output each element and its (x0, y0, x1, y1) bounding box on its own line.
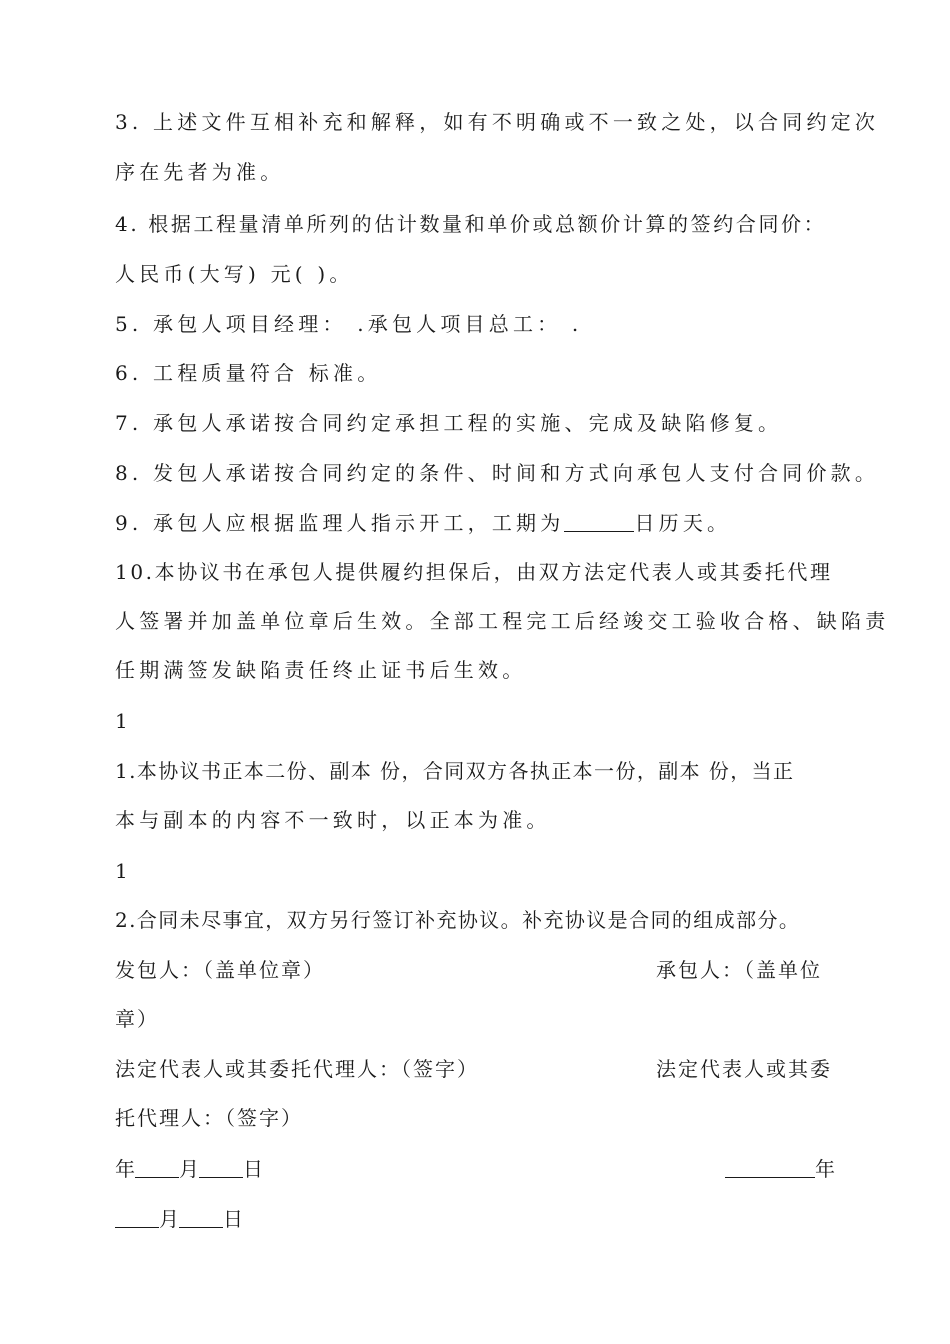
contractor-date-month-day (115, 1205, 837, 1233)
day-blank-right (179, 1207, 223, 1228)
day-label-right: 日 (223, 1207, 243, 1231)
clause-9-text: 9. 承包人应根据监理人指示开工，工期为 (115, 511, 565, 535)
clause-8: 8. 发包人承诺按合同约定的条件、时间和方式向承包人支付合同价款。 (115, 461, 880, 485)
duration-blank (564, 511, 634, 532)
month-label: 月 (179, 1157, 199, 1181)
page-number-1: 1 (115, 709, 128, 733)
month-label-right: 月 (159, 1207, 179, 1231)
clause-3-line-2: 序在先者为准。 (115, 160, 285, 184)
contractor-seal-label: 承包人：（盖单位 (656, 958, 822, 982)
clause-10-line-3: 任期满签发缺陷责任终止证书后生效。 (115, 658, 527, 682)
clause-5: 5. 承包人项目经理： .承包人项目总工： . (115, 312, 583, 336)
clause-9 (115, 509, 837, 537)
clause-11-line-2: 本与副本的内容不一致时，以正本为准。 (115, 808, 551, 832)
clause-10-line-2: 人签署并加盖单位章后生效。全部工程完工后经竣交工验收合格、缺陷责 (115, 609, 890, 633)
month-blank-right (115, 1207, 159, 1228)
clause-4-line-2: 人民币(大写) 元( )。 (115, 262, 354, 286)
month-blank (135, 1157, 179, 1178)
clause-11-line-1: 1.本协议书正本二份、副本 份，合同双方各执正本一份，副本 份，当正 (115, 759, 795, 783)
year-blank (725, 1157, 815, 1178)
contractor-date-year (725, 1155, 835, 1183)
clause-7: 7. 承包人承诺按合同约定承担工程的实施、完成及缺陷修复。 (115, 411, 783, 435)
contractor-rep-signature-label-cont: 托代理人：（签字） (115, 1106, 303, 1130)
clause-3-line-1: 3. 上述文件互相补充和解释，如有不明确或不一致之处，以合同约定次 (115, 110, 880, 134)
contractor-rep-signature-label: 法定代表人或其委 (656, 1057, 832, 1081)
day-label: 日 (243, 1157, 263, 1181)
employer-rep-signature-label: 法定代表人或其委托代理人：（签字） (115, 1057, 479, 1081)
employer-seal-label: 发包人：（盖单位章） (115, 958, 325, 982)
year-label: 年 (115, 1157, 135, 1181)
contractor-seal-label-cont: 章） (115, 1007, 159, 1031)
clause-6: 6. 工程质量符合 标准。 (115, 361, 382, 385)
page-number-2: 1 (115, 859, 128, 883)
clause-9-suffix: 日历天。 (634, 511, 732, 535)
clause-10-line-1: 10.本协议书在承包人提供履约担保后，由双方法定代表人或其委托代理 (115, 560, 833, 584)
day-blank (199, 1157, 243, 1178)
year-label-right: 年 (815, 1157, 835, 1181)
clause-12: 2.合同未尽事宜，双方另行签订补充协议。补充协议是合同的组成部分。 (115, 908, 801, 932)
clause-4-line-1: 4. 根据工程量清单所列的估计数量和单价或总额价计算的签约合同价： (115, 212, 827, 236)
